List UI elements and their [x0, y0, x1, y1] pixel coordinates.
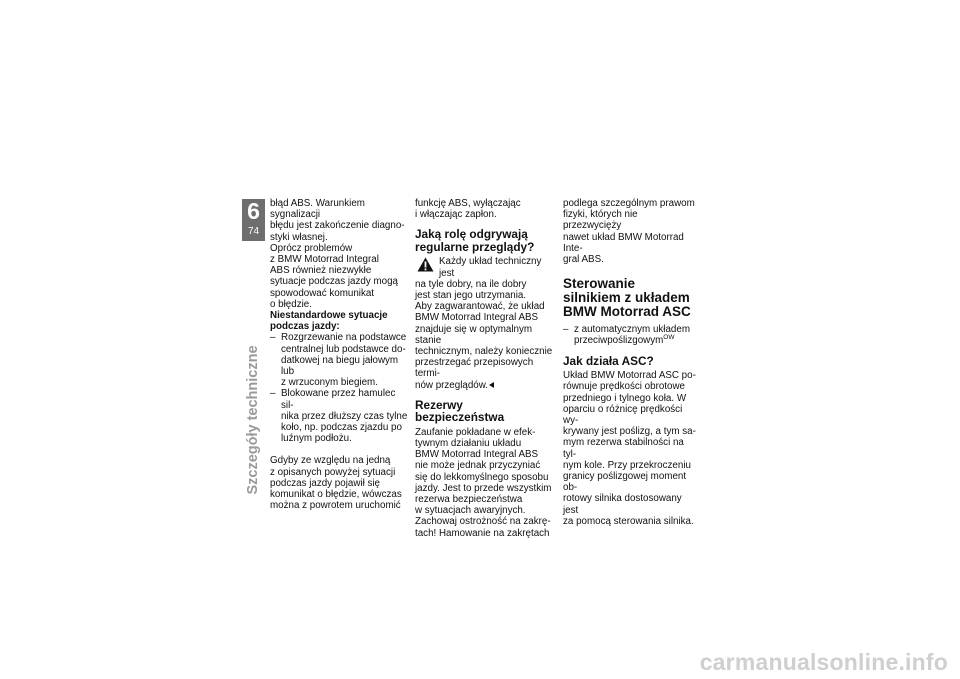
end-mark-icon — [489, 382, 494, 388]
paragraph: Układ BMW Motorrad ASC po- równuje prędkości obrotowe przedniego i tylnego koła. W oparciu o różnicę prędkości wy- krywany jest poślizg, a tym sa- mym rezerwa stabilności na tyl- nym kole. Przy przekroczeniu granicy poślizgowej moment ob- rotowy silnika dostosowany jest za pomocą sterowania silnika. — [563, 370, 696, 527]
column-2 — [415, 198, 554, 539]
paragraph: funkcję ABS, wyłączając i włączając zapłon. — [415, 198, 521, 221]
chapter-number: 6 — [247, 198, 260, 224]
column-1 — [270, 198, 410, 511]
section-heading: Sterowanie silnikiem z układem BMW Motorrad ASC — [563, 276, 691, 320]
warning-note: Każdy układ techniczny jest na tyle dobry, na ile dobry jest stan jego utrzymania. Aby zagwarantować, że układ BMW Motorrad Integral ABS znajduje się w optymalnym stanie technicznym, należy koniecznie przestrzegać przepisowych termi- nów przeglądów. — [415, 256, 553, 391]
list-item: – z automatycznym układem przeciwpoślizgowym$^{OW}$ — [563, 324, 698, 346]
chapter-title: Szczegóły techniczne — [245, 345, 261, 495]
section-heading: Jak działa ASC? — [563, 353, 654, 368]
column-3 — [563, 198, 698, 527]
section-heading: Rezerwy bezpieczeństwa — [415, 397, 505, 425]
section-heading: Jaką rolę odgrywają regularne przeglądy? — [415, 227, 535, 254]
situation-list — [270, 332, 410, 444]
watermark: carmanualsonline.info — [699, 649, 948, 675]
paragraph: Gdyby ze względu na jedną z opisanych powyżej sytuacji podczas jazdy pojawił się komunikat o błędzie, wówczas można z powrotem uruchomić — [270, 455, 402, 512]
paragraph: Oprócz problemów z BMW Motorrad Integral ABS również niezwykłe sytuacje podczas jazdy mogą spowodować komunikat o błędzie. — [270, 242, 398, 310]
paragraph: błąd ABS. Warunkiem sygnalizacji błędu jest zakończenie diagno- styki własnej. — [270, 198, 405, 243]
optional-equipment-mark: OW — [663, 334, 675, 342]
equipment-list — [563, 324, 698, 346]
subheading: Niestandardowe sytuacje podczas jazdy: — [270, 310, 388, 333]
page-number: 74 — [247, 226, 260, 237]
list-item: – Rozgrzewanie na podstawce centralnej lub podstawce do- datkowej na biegu jałowym lub z wrzuconym biegiem. — [270, 332, 410, 388]
list-item: – Blokowane przez hamulec sil- nika przez dłuższy czas tylne koło, np. podczas zjazdu po luźnym podłożu. — [270, 388, 410, 444]
paragraph: Zaufanie pokładane w efek- tywnym działaniu układu BMW Motorrad Integral ABS nie może jednak przyczyniać się do lekkomyślnego sposobu jazdy. Jest to przede wszystkim rezerwa bezpieczeństwa w sytuacjach awaryjnych. Zachowaj ostrożność na zakrę- tach! Hamowanie na zakrętach — [415, 426, 552, 539]
paragraph: podlega szczególnym prawom fizyki, których nie przezwycięży nawet układ BMW Motorrad Inte- gral ABS. — [563, 198, 695, 266]
warning-icon — [417, 257, 434, 272]
